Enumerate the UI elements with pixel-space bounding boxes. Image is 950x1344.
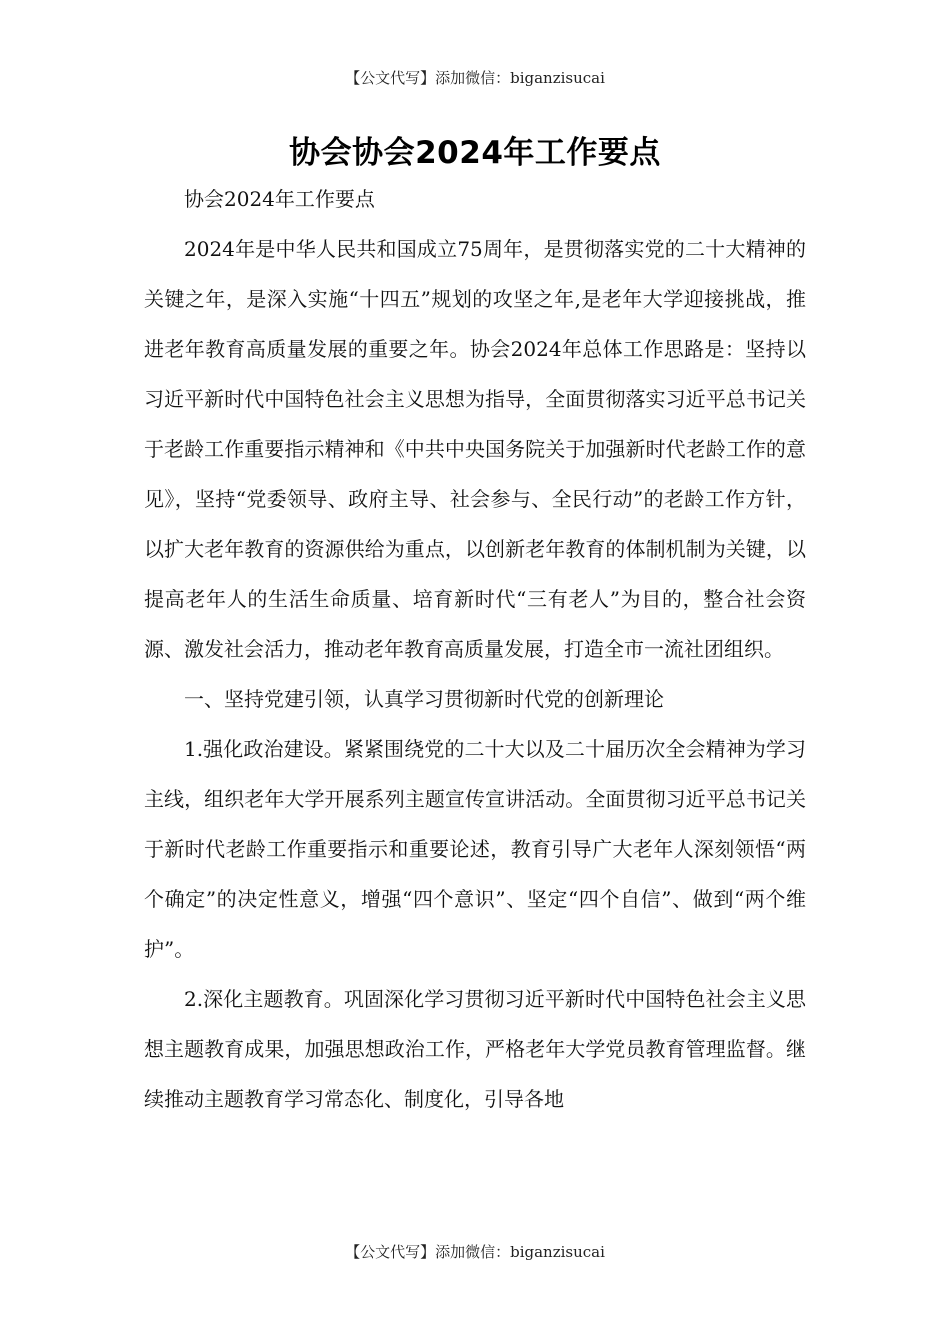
page-header: 【公文代写】添加微信：biganzisucai [345, 69, 605, 87]
document-body [144, 174, 806, 1124]
document-title: 协会协会2024年工作要点 [289, 135, 661, 171]
intro-paragraph: 2024年是中华人民共和国成立75周年，是贯彻落实党的二十大精神的关键之年，是深入实施“十四五”规划的攻坚之年,是老年大学迎接挑战，推进老年教育高质量发展的重要之年。协会2024年总体工作思路是：坚持以习近平新时代中国特色社会主义思想为指导，全面贯彻落实习近平总书记关于老龄工作重要指示精神和《中共中央国务院关于加强新时代老龄工作的意见》，坚持“党委领导、政府主导、社会参与、全民行动”的老龄工作方针，以扩大老年教育的资源供给为重点，以创新老年教育的体制机制为关键，以提高老年人的生活生命质量、培育新时代“三有老人”为目的，整合社会资源、激发社会活力，推动老年教育高质量发展，打造全市一流社团组织。 [144, 237, 806, 661]
section-heading: 一、坚持党建引领，认真学习贯彻新时代党的创新理论 [184, 687, 664, 711]
subtitle-paragraph: 协会2024年工作要点 [184, 187, 375, 211]
page-footer: 【公文代写】添加微信：biganzisucai [345, 1243, 605, 1261]
paragraph-item-1: 1.强化政治建设。紧紧围绕党的二十大以及二十届历次全会精神为学习主线，组织老年大学开展系列主题宣传宣讲活动。全面贯彻习近平总书记关于新时代老龄工作重要指示和重要论述，教育引导广大老年人深刻领悟“两个确定”的决定性意义，增强“四个意识”、坚定“四个自信”、做到“两个维护”。 [144, 737, 806, 961]
paragraph-item-2: 2.深化主题教育。巩固深化学习贯彻习近平新时代中国特色社会主义思想主题教育成果，加强思想政治工作，严格老年大学党员教育管理监督。继续推动主题教育学习常态化、制度化，引导各地 [144, 987, 806, 1111]
